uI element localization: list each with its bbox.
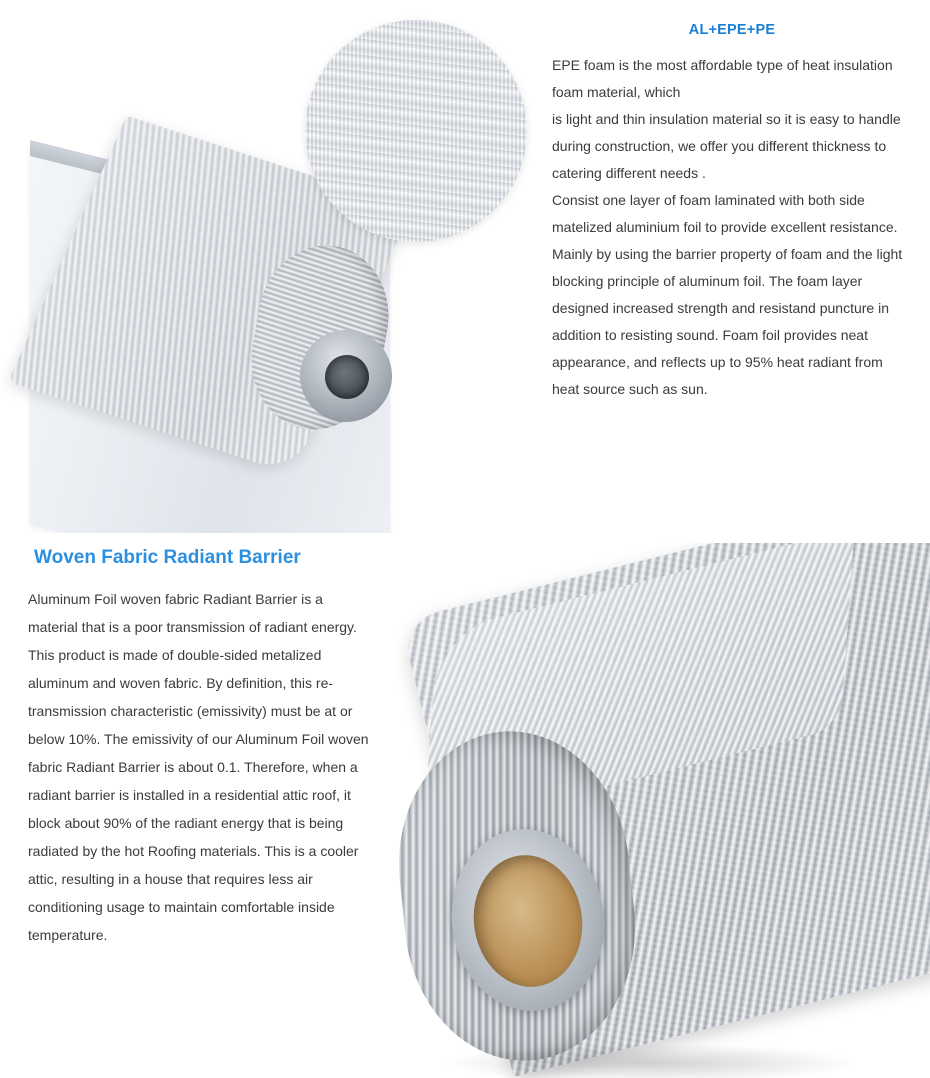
product-image-woven-fabric-roll <box>380 543 930 1078</box>
section-one-body <box>552 52 912 403</box>
product-image-epe-foam-roll <box>0 0 540 533</box>
product-description-epe-foam <box>530 0 930 533</box>
section-two-paragraph-1: Aluminum Foil woven fabric Radiant Barrier is a material that is a poor transmission of radiant energy. This product is made of double-sided metalized aluminum and woven fabric. By definition, this re-transmission characteristic (emissivity) must be at or below 10%. The emissivity of our Aluminum Foil woven fabric Radiant Barrier is about 0.1. Therefore, when a radiant barrier is installed in a residential attic roof, it block about 90% of the radiant energy that is being radiated by the hot Roofing materials. This is a cooler attic, resulting in a house that requires less air conditioning usage to maintain comfortable inside temperature. <box>28 591 369 943</box>
section-one-paragraph-2: is light and thin insulation material so it is easy to handle during construction, we offer you different thickness to catering different needs . <box>552 111 901 181</box>
section-one-paragraph-1: EPE foam is the most affordable type of heat insulation foam material, which <box>552 57 893 100</box>
product-section-epe-foam <box>0 0 930 533</box>
section-one-paragraph-3: Consist one layer of foam laminated with both side matelized aluminium foil to provide excellent resistance. Mainly by using the barrier property of foam and the light blocking principle of aluminum foil. The foam layer designed increased strength and resistand puncture in addition to resisting sound. Foam foil provides neat appearance, and reflects up to 95% heat radiant from heat source such as sun. <box>552 192 903 397</box>
section-two-heading: Woven Fabric Radiant Barrier <box>34 547 301 568</box>
product-description-woven-fabric <box>0 533 400 949</box>
product-section-woven-fabric <box>0 533 930 1078</box>
section-one-heading: AL+EPE+PE <box>688 22 776 38</box>
foil-texture-pattern <box>305 20 527 242</box>
zoom-detail-circle <box>305 20 527 242</box>
woven-roll-shadow <box>440 1043 860 1078</box>
section-two-body <box>28 585 376 949</box>
foil-roll-core-inner-shape <box>325 355 369 399</box>
